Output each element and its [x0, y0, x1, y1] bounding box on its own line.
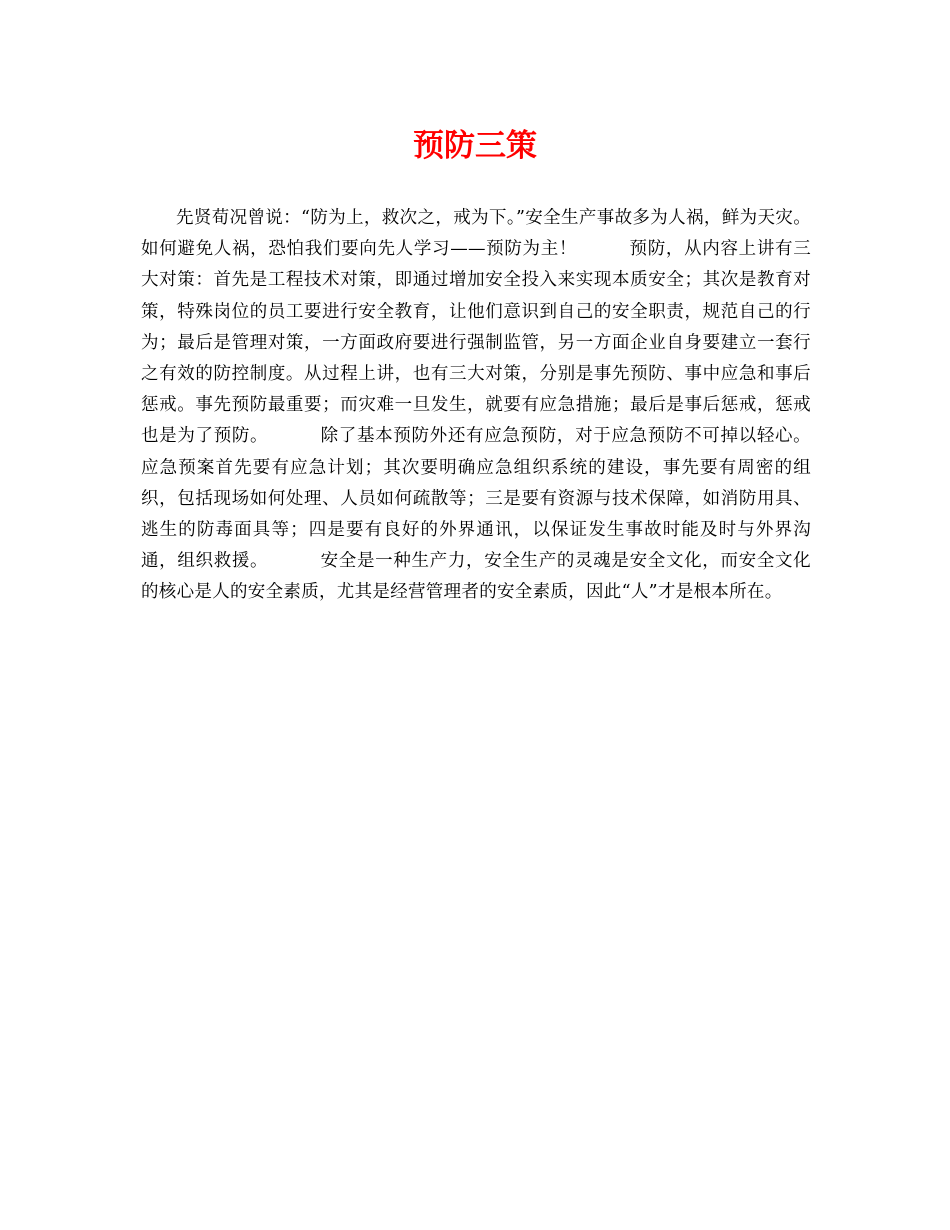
paragraph-segment: 除了基本预防外还有应急预防，对于应急预防不可掉以轻心。应急预案首先要有应急计划；其次要明确应急组织系统的建设，事先要有周密的组织，包括现场如何处理、人员如何疏散等；三是要有资源与技术保障，如消防用具、逃生的防毒面具等；四是要有良好的外界通讯，以保证发生事故时能及时与外界沟通，组织救援。 — [141, 426, 811, 572]
paragraph-segment: 安全是一种生产力，安全生产的灵魂是安全文化，而安全文化的核心是人的安全素质，尤其是经营管理者的安全素质，因此“人”才是根本所在。 — [141, 551, 811, 603]
document-body-paragraph — [141, 203, 811, 609]
paragraph-segment: 先贤荀况曾说：“防为上，救次之，戒为下。”安全生产事故多为人祸，鲜为天灾。如何避免人祸，恐怕我们要向先人学习——预防为主！ — [141, 208, 811, 260]
document-title: 预防三策 — [413, 128, 537, 164]
paragraph-segment: 预防，从内容上讲有三大对策：首先是工程技术对策，即通过增加安全投入来实现本质安全；其次是教育对策，特殊岗位的员工要进行安全教育，让他们意识到自己的安全职责，规范自己的行为；最后是管理对策，一方面政府要进行强制监管，另一方面企业自身要建立一套行之有效的防控制度。从过程上讲，也有三大对策，分别是事先预防、事中应急和事后惩戒。事先预防最重要；而灾难一旦发生，就要有应急措施；最后是事后惩戒，惩戒也是为了预防。 — [141, 239, 812, 447]
